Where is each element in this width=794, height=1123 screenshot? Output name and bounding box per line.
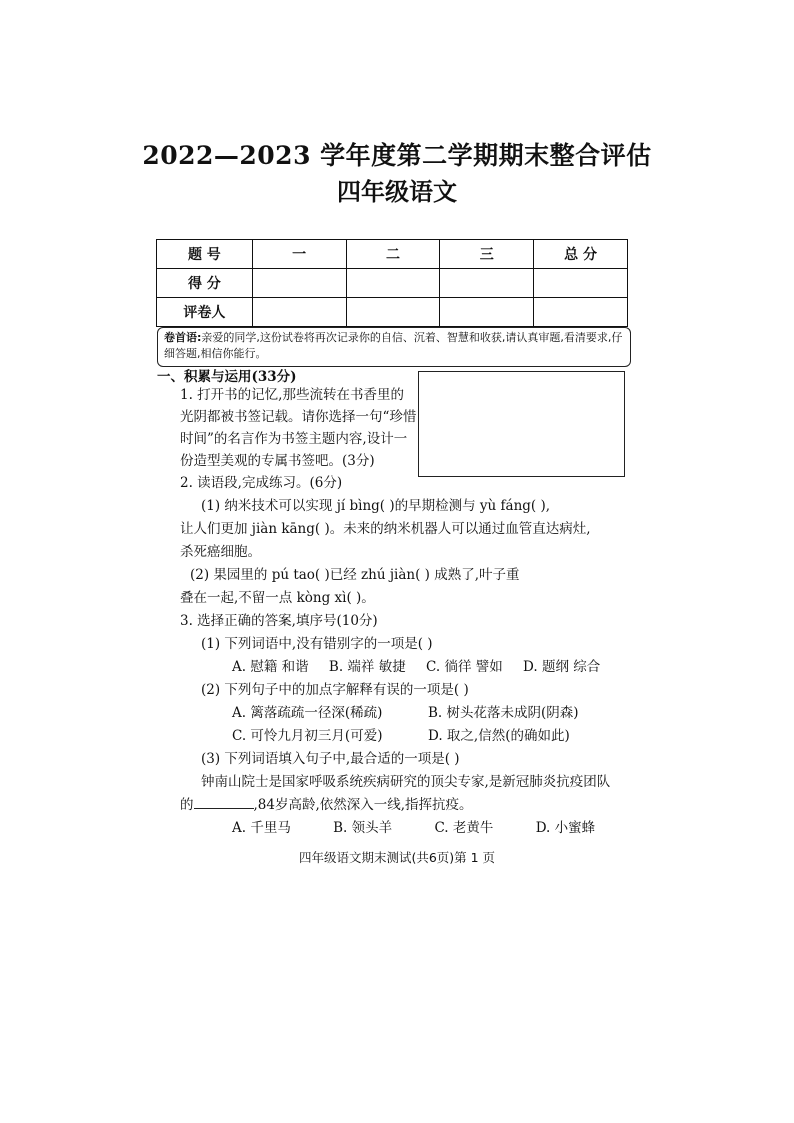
option-b[interactable]: B. 树头花落未成阴(阴森)	[428, 705, 579, 721]
q1-line: 份造型美观的专属书签吧。(3分)	[180, 453, 375, 469]
score-header-cell: 二	[346, 240, 440, 269]
score-table-header-row	[157, 240, 628, 269]
option-c[interactable]: C. 徜徉 譬如	[426, 659, 503, 675]
option-c[interactable]: C. 可怜九月初三月(可爱)	[232, 728, 383, 744]
q1-line: 1. 打开书的记忆,那些流转在书香里的	[180, 387, 404, 403]
q2-p1-line: (1) 纳米技术可以实现 jí bìng( )的早期检测与 yù fáng( ),	[201, 498, 551, 514]
grader-row-label: 评卷人	[157, 298, 253, 327]
q3-sub3: (3) 下列词语填入句子中,最合适的一项是( )	[201, 751, 460, 767]
q3-sub3-text-start: 的	[180, 797, 194, 813]
q2-p2-line: (2) 果园里的 pú tao( )已经 zhú jiàn( ) 成熟了,叶子重	[190, 567, 520, 583]
q1-line: 时间”的名言作为书签主题内容,设计一	[180, 431, 408, 447]
notice-text: 亲爱的同学,这份试卷将再次记录你的自信、沉着、智慧和收获,请认真审题,看清要求,仔细答题,相信你能行。	[164, 331, 623, 360]
score-header-cell: 一	[252, 240, 346, 269]
score-cell[interactable]	[534, 269, 628, 298]
score-row-label: 得 分	[157, 269, 253, 298]
score-header-cell: 总 分	[534, 240, 628, 269]
grader-row	[157, 298, 628, 327]
score-cell[interactable]	[252, 269, 346, 298]
grader-cell[interactable]	[346, 298, 440, 327]
grader-cell[interactable]	[534, 298, 628, 327]
grader-cell[interactable]	[252, 298, 346, 327]
exam-subtitle: 四年级语文	[337, 177, 457, 206]
q3-sub3-line	[180, 793, 473, 813]
q3-sub1-options	[232, 655, 600, 675]
notice-box	[157, 327, 631, 367]
score-header-cell: 三	[440, 240, 534, 269]
notice-lead: 卷首语:	[164, 331, 202, 344]
option-d[interactable]: D. 小蜜蜂	[535, 820, 596, 836]
q3-sub1: (1) 下列词语中,没有错别字的一项是( )	[201, 636, 433, 652]
option-a[interactable]: A. 慰籍 和谐	[232, 659, 309, 675]
score-row	[157, 269, 628, 298]
q1-line: 光阴都被书签记载。请你选择一句“珍惜	[180, 409, 417, 425]
option-a[interactable]: A. 篱落疏疏一径深(稀疏)	[232, 705, 383, 721]
section-heading: 一、积累与运用(33分)	[157, 369, 297, 385]
q3-sub3-options	[232, 816, 595, 836]
page-footer: 四年级语文期末测试(共6页)第 1 页	[298, 850, 496, 865]
score-table	[156, 239, 628, 327]
option-a[interactable]: A. 千里马	[232, 820, 291, 836]
option-d[interactable]: D. 题纲 综合	[523, 659, 601, 675]
q3-sub3-line: 钟南山院士是国家呼吸系统疾病研究的顶尖专家,是新冠肺炎抗疫团队	[201, 774, 611, 790]
q3-title: 3. 选择正确的答案,填序号(10分)	[180, 613, 378, 629]
q2-p1-line: 杀死癌细胞。	[180, 544, 261, 560]
q2-title: 2. 读语段,完成练习。(6分)	[180, 475, 343, 491]
q3-sub3-text-end: ,84岁高龄,依然深入一线,指挥抗疫。	[253, 797, 473, 813]
option-c[interactable]: C. 老黄牛	[434, 820, 494, 836]
grader-cell[interactable]	[440, 298, 534, 327]
q2-p1-line: 让人们更加 jiàn kāng( )。未来的纳米机器人可以通过血管直达病灶,	[180, 521, 591, 537]
option-b[interactable]: B. 端祥 敏捷	[328, 659, 406, 675]
option-d[interactable]: D. 取之,信然(的确如此)	[428, 728, 570, 744]
q3-sub2: (2) 下列句子中的加点字解释有误的一项是( )	[201, 682, 469, 698]
score-cell[interactable]	[440, 269, 534, 298]
q2-p2-line: 叠在一起,不留一点 kòng xì( )。	[180, 590, 375, 606]
bookmark-design-box[interactable]	[418, 371, 625, 477]
score-header-cell: 题 号	[157, 240, 253, 269]
exam-title: 2022—2023 学年度第二学期期末整合评估	[142, 141, 652, 170]
answer-blank[interactable]	[194, 796, 254, 809]
option-b[interactable]: B. 领头羊	[333, 820, 393, 836]
score-cell[interactable]	[346, 269, 440, 298]
